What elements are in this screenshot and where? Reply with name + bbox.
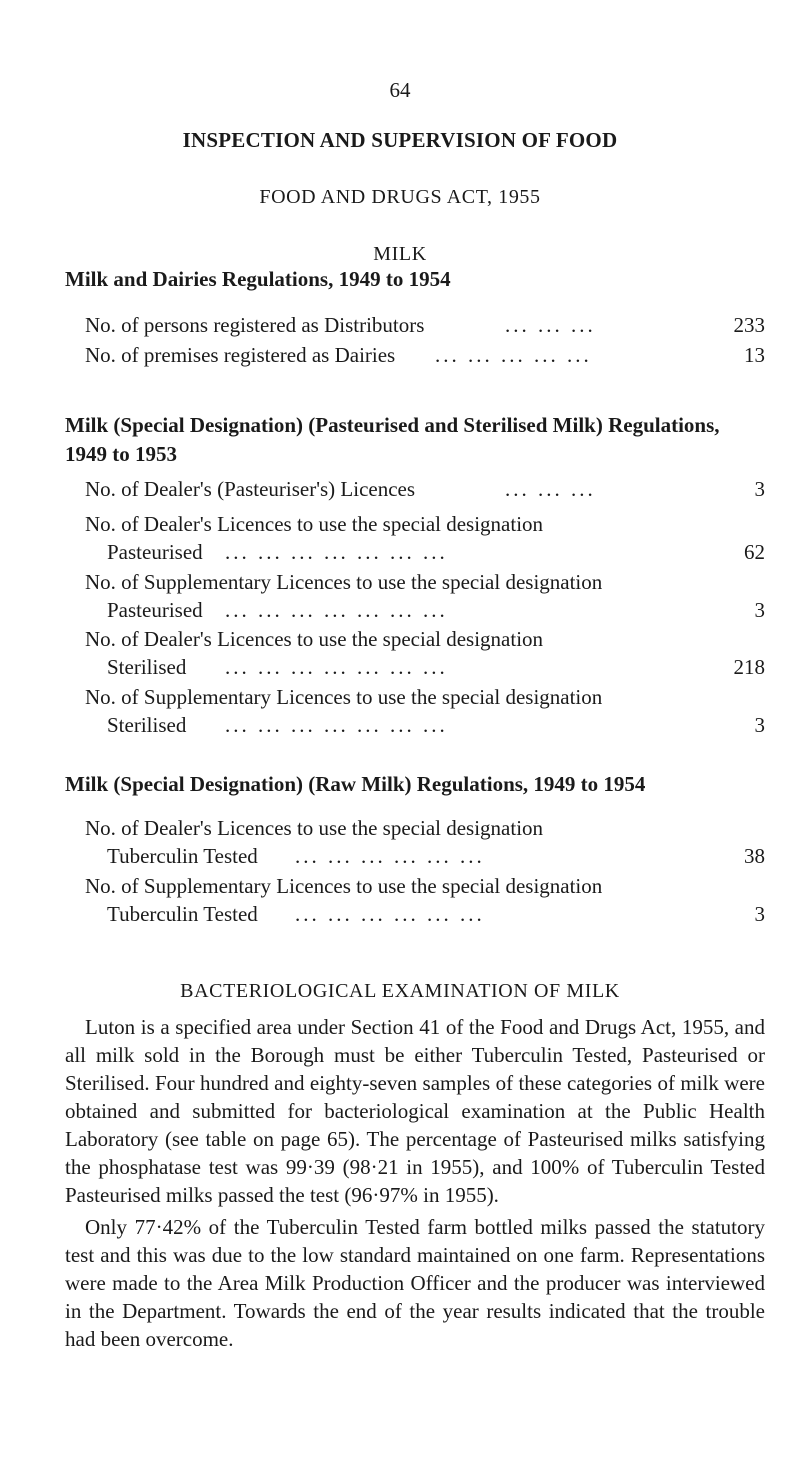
pasteurised-row-supplementary-pasteurised [85,568,765,624]
row-label: No. of persons registered as Distributors [85,313,425,337]
leader-dots: ... ... ... ... ... ... [295,902,485,926]
dairies-row-premises [85,341,765,369]
dairies-row-distributors [85,311,765,339]
row-label: No. of Dealer's (Pasteuriser's) Licences [85,477,416,501]
pasteurised-row-pasteuriser-licences [85,475,765,503]
row-value: 38 [744,844,765,868]
section-heading-pasteurised: Milk (Special Designation) (Pasteurised and Sterilised Milk) Regulations, 1949 to 1953 [65,413,720,466]
leader-dots: ... ... ... [505,313,596,337]
section-heading-dairies: Milk and Dairies Regulations, 1949 to 1954 [65,267,451,291]
row-label-continuation: Sterilised [107,655,187,679]
row-label: No. of Dealer's Licences to use the special designation [85,627,544,651]
leader-dots: ... ... ... ... ... ... [295,844,485,868]
section-heading-raw: Milk (Special Designation) (Raw Milk) Regulations, 1949 to 1954 [65,772,646,796]
leader-dots: ... ... ... ... ... ... ... [225,713,448,737]
paragraph-1: Luton is a specified area under Section 41 of the Food and Drugs Act, 1955, and all milk sold in the Borough must be either Tuberculin Tested, Pasteurised or Sterilised. Four hundred and eighty-seven samples of these categories of milk were obtained and submitted for bacteriological examination at the Public Health Laboratory (see table on page 65). The percentage of Pasteurised milks satisfying the phosphatase test was 99·39 (98·21 in 1955), and 100% of Tuberculin Tested Pasteurised milks passed the test (96·97% in 1955). [65,1015,765,1207]
row-value: 3 [754,598,765,622]
row-label: No. of Dealer's Licences to use the special designation [85,512,544,536]
page-title: INSPECTION AND SUPERVISION OF FOOD [182,128,618,152]
row-label-continuation: Pasteurised [107,540,203,564]
row-value: 3 [754,477,765,501]
paragraph-2: Only 77·42% of the Tuberculin Tested farm bottled milks passed the statutory test and this was due to the low standard maintained on one farm. Representations were made to the Area Milk Production Officer and the producer was interviewed in the Department. Towards the end of the year results indicated that the trouble had been overcome. [65,1215,765,1351]
row-value: 62 [744,540,765,564]
row-value: 218 [733,655,765,679]
row-value: 13 [744,343,765,367]
page-number: 64 [389,78,411,102]
row-label: No. of Supplementary Licences to use the special designation [85,685,603,709]
row-label: No. of Supplementary Licences to use the special designation [85,570,603,594]
row-label: No. of Supplementary Licences to use the special designation [85,874,603,898]
row-value: 3 [754,713,765,737]
row-label: No. of Dealer's Licences to use the special designation [85,816,544,840]
row-label-continuation: Pasteurised [107,598,203,622]
act-title: FOOD AND DRUGS ACT, 1955 [259,186,541,208]
row-value: 233 [733,313,765,337]
leader-dots: ... ... ... ... ... ... ... [225,655,448,679]
milk-heading: MILK [373,243,427,265]
pasteurised-row-dealer-sterilised [85,625,765,681]
row-label-continuation: Tuberculin Tested [107,844,258,868]
bacteriological-text [65,1013,765,1353]
leader-dots: ... ... ... ... ... [435,343,592,367]
pasteurised-row-supplementary-sterilised [85,683,765,739]
raw-row-dealer-tt [85,814,765,870]
leader-dots: ... ... ... ... ... ... ... [225,540,448,564]
row-label: No. of premises registered as Dairies [85,343,396,367]
row-label-continuation: Sterilised [107,713,187,737]
leader-dots: ... ... ... ... ... ... ... [225,598,448,622]
row-label-continuation: Tuberculin Tested [107,902,258,926]
bacteriological-heading: BACTERIOLOGICAL EXAMINATION OF MILK [180,980,620,1002]
leader-dots: ... ... ... [505,477,596,501]
raw-row-supplementary-tt [85,872,765,928]
pasteurised-row-dealer-pasteurised [85,510,765,566]
row-value: 3 [754,902,765,926]
